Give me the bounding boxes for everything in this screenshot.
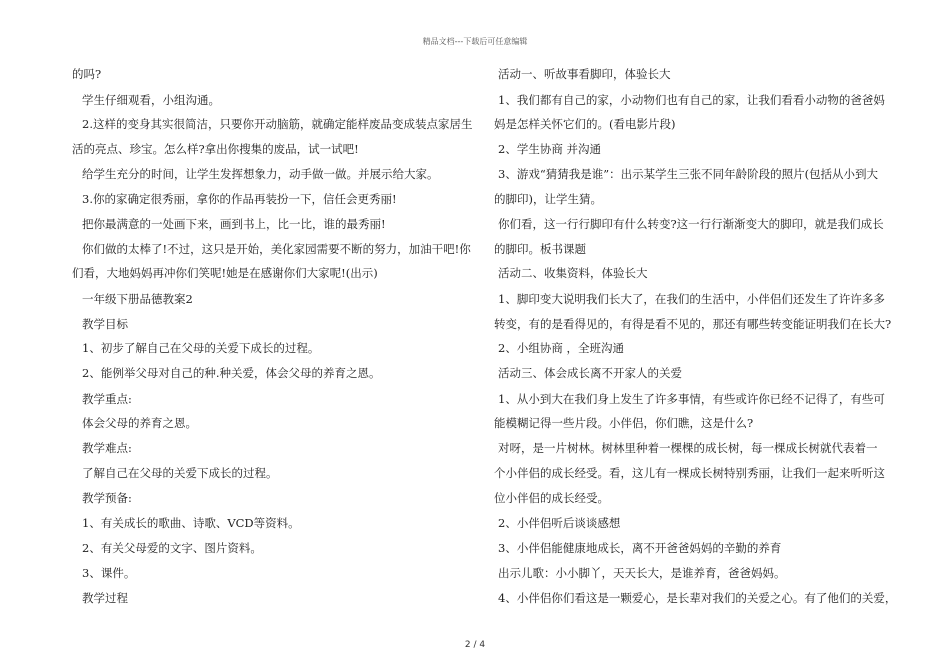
right-text-line: 对呀，是一片树林。树林里种着一棵棵的成长树，每一棵成长树就代表着一	[498, 441, 878, 455]
left-text-line: 1、初步了解自己在父母的关爱下成长的过程。	[82, 341, 320, 355]
right-text-line: 1、从小到大在我们身上发生了许多事情，有些或许你已经不记得了，有些可	[498, 392, 885, 406]
right-text-line: 出示儿歌：小小脚丫，天天长大，是谁养育，爸爸妈妈。	[498, 566, 786, 580]
right-text-line: 的脚印)，让学生猜。	[494, 192, 602, 206]
left-text-line: 教学过程	[82, 591, 128, 605]
left-text-line: 一年级下册品德教案2	[82, 292, 193, 306]
left-text-line: 把你最满意的一处画下来，画到书上，比一比，谁的最秀丽!	[82, 217, 386, 231]
right-text-line: 位小伴侣的成长经受。	[494, 491, 609, 505]
left-text-line: 1、有关成长的歌曲、诗歌、VCD等资料。	[82, 516, 300, 530]
right-text-line: 3、小伴侣能健康地成长，离不开爸爸妈妈的辛勤的养育	[498, 541, 782, 555]
right-text-line: 3、游戏“猜猜我是谁”：出示某学生三张不同年龄阶段的照片(包括从小到大	[498, 167, 879, 181]
left-text-line: 教学预备:	[82, 491, 132, 505]
left-text-line: 2、能例举父母对自己的种.种关爱，体会父母的养育之恩。	[82, 366, 381, 380]
right-text-line: 个小伴侣的成长经受。看，这儿有一棵成长树特别秀丽，让我们一起来听听这	[494, 466, 885, 480]
right-text-line: 的脚印。板书课题	[494, 242, 586, 256]
right-text-line: 活动二、收集资料，体验长大	[498, 266, 648, 280]
right-text-line: 转变，有的是看得见的，有得是看不见的，那还有哪些转变能证明我们在长大?	[494, 317, 892, 331]
left-text-line: 教学重点:	[82, 392, 132, 406]
left-text-line: 3.你的家确定很秀丽，拿你的作品再装扮一下，信任会更秀丽!	[82, 192, 397, 206]
right-text-line: 妈是怎样关怀它们的。(看电影片段)	[494, 117, 676, 131]
right-text-line: 4、小伴侣你们看这是一颗爱心，是长辈对我们的关爱之心。有了他们的关爱，	[498, 591, 897, 605]
right-text-line: 2、小伴侣听后谈谈感想	[498, 516, 621, 530]
left-text-line: 2、有关父母爱的文字、图片资料。	[82, 541, 262, 555]
right-text-line: 活动一、听故事看脚印，体验长大	[498, 67, 671, 81]
left-text-line: 2.这样的变身其实很简洁，只要你开动脑筋，就确定能样废品变成装点家居生	[82, 117, 473, 131]
left-text-line: 体会父母的养育之恩。	[82, 416, 197, 430]
left-text-line: 3、课件。	[82, 566, 136, 580]
left-text-line: 了解自己在父母的关爱下成长的过程。	[82, 466, 278, 480]
left-text-line: 教学目标	[82, 317, 128, 331]
right-text-line: 1、脚印变大说明我们长大了，在我们的生活中，小伴侣们还发生了许许多多	[498, 292, 885, 306]
right-text-line: 2、学生协商 并沟通	[498, 142, 601, 156]
page-number: 2 / 4	[464, 640, 486, 650]
right-text-line: 1、我们都有自己的家，小动物们也有自己的家，让我们看看小动物的爸爸妈	[498, 93, 885, 107]
right-text-line: 能模糊记得一些片段。小伴侣，你们瞧，这是什么?	[494, 416, 754, 430]
left-text-line: 教学难点:	[82, 441, 132, 455]
page-header: 精品文档---下载后可任意编辑	[422, 37, 528, 46]
left-text-line: 的吗?	[72, 67, 102, 81]
left-text-line: 活的亮点、珍宝。怎么样?拿出你搜集的废品，试一试吧!	[72, 142, 359, 156]
right-text-line: 2、小组协商 ，全班沟通	[498, 341, 624, 355]
left-text-line: 学生仔细观看，小组沟通。	[82, 93, 220, 107]
left-text-line: 给学生充分的时间，让学生发挥想象力，动手做一做。并展示给大家。	[82, 167, 439, 181]
right-text-line: 活动三、体会成长离不开家人的关爱	[498, 366, 682, 380]
left-text-line: 你们做的太棒了!不过，这只是开始，美化家园需要不断的努力，加油干吧!你	[82, 242, 471, 256]
left-text-line: 们看，大地妈妈再冲你们笑呢!她是在感谢你们大家呢!(出示)	[72, 266, 378, 280]
right-text-line: 你们看，这一行行脚印有什么转变?这一行行渐渐变大的脚印，就是我们成长	[498, 217, 884, 231]
